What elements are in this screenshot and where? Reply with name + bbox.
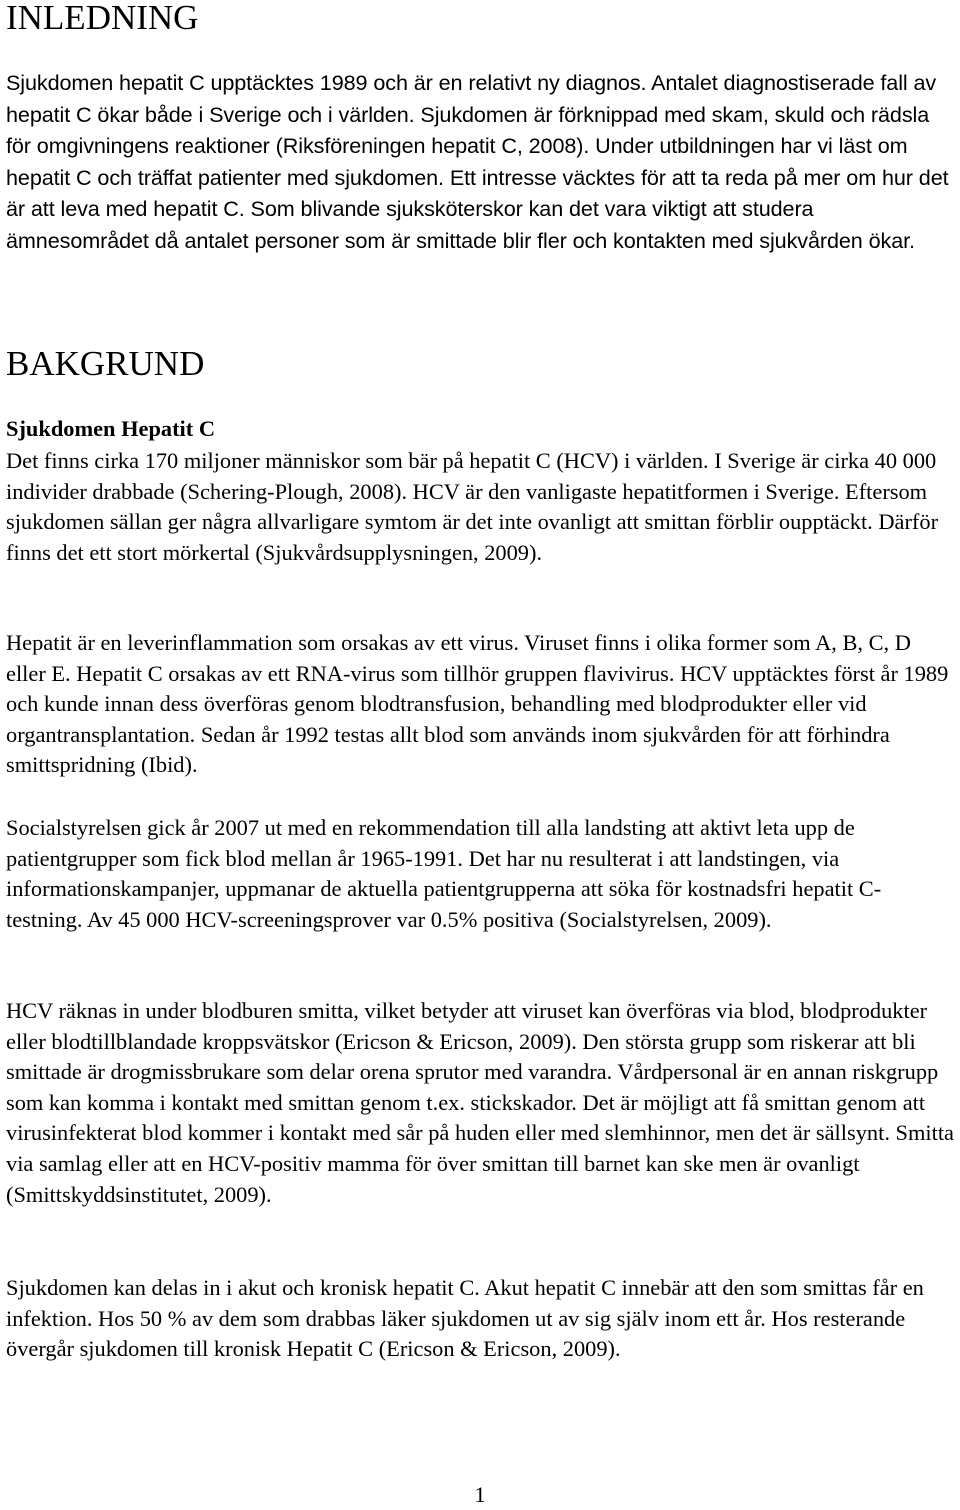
background-paragraph-2: Hepatit är en leverinflammation som orsakas av ett virus. Viruset finns i olika former som A, B, C, D eller E. Hepatit C orsakas av ett RNA-virus som tillhör gruppen flavivirus. HCV upptäcktes först år 1989 och kunde innan dess överföras genom blodtransfusion, behandling med blodprodukter eller vid organtransplantation. Sedan år 1992 testas allt blod som används inom sjukvården för att förhindra smittspridning (Ibid). [6, 630, 949, 778]
background-paragraph-4: HCV räknas in under blodburen smitta, vilket betyder att viruset kan överföras via blod, blodprodukter eller blodtillblandade kroppsvätskor (Ericson & Ericson, 2009). Den största grupp som riskerar att bli smittade är drogmissbrukare som delar orena sprutor med varandra. Vårdpersonal är en annan riskgrupp som kan komma i kontakt med smittan genom t.ex. stickskador. Det är möjligt att få smittan genom att virusinfekterat blod kommer i kontakt med sår på huden eller med slemhinnor, men det är sällsynt. Smitta via samlag eller att en HCV-positiv mamma för över smittan till barnet kan ske men är ovanligt (Smittskyddsinstitutet, 2009). [6, 998, 954, 1207]
background-subheading: Sjukdomen Hepatit C [6, 416, 216, 441]
background-paragraph-3: Socialstyrelsen gick år 2007 ut med en rekommendation till alla landsting att aktivt leta upp de patientgrupper som fick blod mellan år 1965-1991. Det har nu resulterat i att landstingen, via informationskampanjer, uppmanar de aktuella patientgrupperna att söka för kostnadsfri hepatit C-testning. Av 45 000 HCV-screeningsprover var 0.5% positiva (Socialstyrelsen, 2009). [6, 815, 882, 932]
background-heading: BAKGRUND [6, 344, 205, 383]
background-paragraph-5: Sjukdomen kan delas in i akut och kronisk hepatit C. Akut hepatit C innebär att den som smittas får en infektion. Hos 50 % av dem som drabbas läker sjukdomen ut av sig själv inom ett år. Hos resterande övergår sjukdomen till kronisk Hepatit C (Ericson & Ericson, 2009). [6, 1275, 924, 1362]
intro-paragraph: Sjukdomen hepatit C upptäcktes 1989 och är en relativt ny diagnos. Antalet diagnostiserade fall av hepatit C ökar både i Sverige och i världen. Sjukdomen är förknippad med skam, skuld och rädsla för omgivningens reaktioner (Riksföreningen hepatit C, 2008). Under utbildningen har vi läst om hepatit C och träffat patienter med sjukdomen. Ett intresse väcktes för att ta reda på mer om hur det är att leva med hepatit C. Som blivande sjuksköterskor kan det vara viktigt att studera ämnesområdet då antalet personer som är smittade blir fler och kontakten med sjukvården ökar. [6, 70, 949, 253]
intro-heading: INLEDNING [6, 0, 199, 37]
background-paragraph-1: Det finns cirka 170 miljoner människor som bär på hepatit C (HCV) i världen. I Sverige är cirka 40 000 individer drabbade (Schering-Plough, 2008). HCV är den vanligaste hepatitformen i Sverige. Eftersom sjukdomen sällan ger några allvarligare symtom är det inte ovanligt att smittan förblir oupptäckt. Därför finns det ett stort mörkertal (Sjukvårdsupplysningen, 2009). [6, 448, 939, 565]
page-number: 1 [474, 1482, 486, 1507]
